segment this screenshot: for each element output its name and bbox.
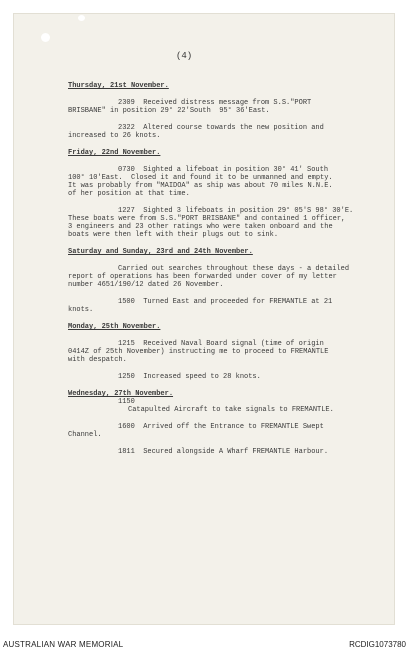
log-line: 1250 Increased speed to 28 knots. (118, 373, 261, 381)
log-line: Catapulted Aircraft to take signals to FREMANTLE. (128, 406, 334, 414)
day-heading: Saturday and Sunday, 23rd and 24th November. (68, 248, 253, 256)
punch-hole (78, 15, 85, 21)
day-heading: Friday, 22nd November. (68, 149, 161, 157)
log-line: 1811 Secured alongside A Wharf FREMANTLE Harbour. (118, 448, 329, 456)
log-line: BRISBANE" in position 29° 22'South 95° 36'East. (68, 107, 270, 115)
log-line: 0414Z of 25th November) instructing me to proceed to FREMANTLE (68, 348, 329, 356)
log-line: Carried out searches throughout these days - a detailed (118, 265, 350, 273)
log-line: 3 engineers and 23 other ratings who were taken onboard and the (68, 223, 333, 231)
log-line: increased to 26 knots. (68, 132, 161, 140)
war-diary-text (54, 82, 354, 456)
log-line: number 4651/190/12 dated 26 November. (68, 281, 224, 289)
log-line: 1215 Received Naval Board signal (time of origin (118, 340, 324, 348)
punch-hole (41, 33, 50, 42)
footer-institution: AUSTRALIAN WAR MEMORIAL (3, 640, 124, 649)
log-line: knots. (68, 306, 94, 314)
log-line: 1150 (118, 398, 135, 406)
log-line: 0730 Sighted a lifeboat in position 30° 41' South (118, 166, 329, 174)
log-line: These boats were from S.S."PORT BRISBANE" and contained 1 officer, (68, 215, 346, 223)
log-line: boats were then left with their plugs out to sink. (68, 231, 279, 239)
day-heading: Thursday, 21st November. (68, 82, 169, 90)
log-line: Channel. (68, 431, 102, 439)
log-line: 1227 Sighted 3 lifeboats in position 29° 05'S 98° 30'E. (118, 207, 354, 215)
log-line: of her position at that time. (68, 190, 190, 198)
log-line: 100° 10'East. Closed it and found it to be unmanned and empty. (68, 174, 333, 182)
log-line: report of operations has been forwarded under cover of my letter (68, 273, 337, 281)
log-line: It was probably from "MAIDOA" as ship was about 70 miles N.N.E. (68, 182, 333, 190)
page-number: (4) (176, 51, 193, 61)
archive-footer (0, 633, 410, 653)
log-line: 2322 Altered course towards the new position and (118, 124, 324, 132)
day-heading: Wednesday, 27th November. (68, 390, 174, 398)
log-line: with despatch. (68, 356, 127, 364)
log-line: 1600 Arrived off the Entrance to FREMANTLE Swept (118, 423, 324, 431)
day-heading: Monday, 25th November. (68, 323, 161, 331)
log-line: 1500 Turned East and proceeded for FREMANTLE at 21 (118, 298, 333, 306)
log-line: 2309 Received distress message from S.S."PORT (118, 99, 312, 107)
footer-record-id: RCDIG1073780 (349, 640, 406, 649)
